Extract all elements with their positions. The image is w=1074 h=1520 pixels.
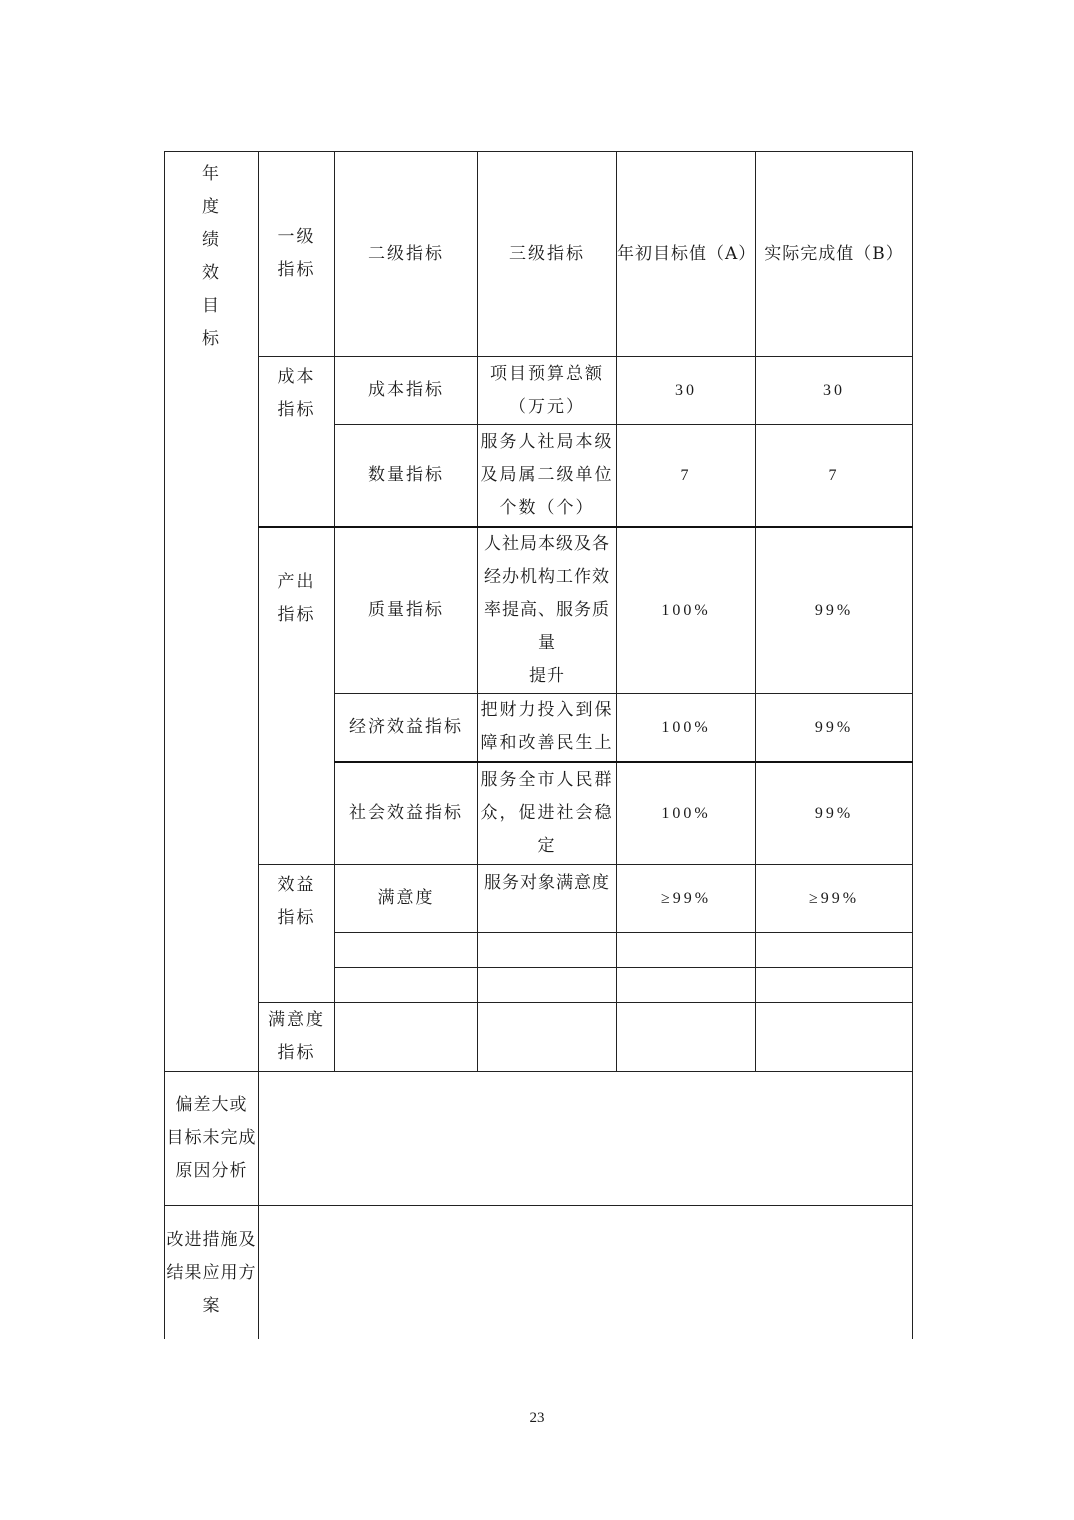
l2-cell: 社会效益指标	[335, 762, 478, 864]
l3-cell: 把财力投入到保 障和改善民生上	[478, 693, 617, 762]
side-label-cell	[165, 152, 259, 1072]
target-value: 100%	[617, 527, 756, 694]
improvement-label: 改进措施及 结果应用方 案	[165, 1205, 259, 1339]
actual-value: ≥99%	[756, 864, 913, 932]
side-label-char: 目	[202, 296, 221, 316]
side-label-char: 年	[202, 164, 221, 184]
empty-cell	[335, 967, 478, 1002]
l2-cell: 数量指标	[335, 425, 478, 527]
target-value: 30	[617, 357, 756, 425]
header-target: 年初目标值（A）	[617, 152, 756, 357]
l1-output: 产出 指标	[259, 527, 335, 865]
actual-value: 7	[756, 425, 913, 527]
actual-value: 99%	[756, 762, 913, 864]
empty-cell	[478, 932, 617, 967]
deviation-content	[259, 1071, 913, 1205]
empty-cell	[756, 1002, 913, 1071]
empty-cell	[335, 932, 478, 967]
actual-value: 99%	[756, 527, 913, 694]
empty-cell	[756, 932, 913, 967]
side-label-char: 度	[202, 197, 221, 217]
empty-cell	[756, 967, 913, 1002]
actual-value: 99%	[756, 693, 913, 762]
l3-cell: 服务人社局本级 及局属二级单位 个数（个）	[478, 425, 617, 527]
l1-benefit: 效益 指标	[259, 864, 335, 1002]
target-value: 7	[617, 425, 756, 527]
side-label-char: 绩	[202, 230, 221, 250]
improvement-content	[259, 1205, 913, 1339]
performance-table	[164, 151, 913, 1339]
l3-cell: 项目预算总额 （万元）	[478, 357, 617, 425]
l3-cell: 服务对象满意度	[478, 864, 617, 932]
empty-cell	[617, 1002, 756, 1071]
empty-cell	[617, 967, 756, 1002]
header-level1: 一级 指标	[259, 152, 335, 357]
header-level3: 三级指标	[478, 152, 617, 357]
empty-cell	[478, 1002, 617, 1071]
l2-cell: 经济效益指标	[335, 693, 478, 762]
empty-cell	[478, 967, 617, 1002]
target-value: ≥99%	[617, 864, 756, 932]
l1-satisfaction: 满意度 指标	[259, 1002, 335, 1071]
page-number: 23	[529, 1410, 545, 1426]
actual-value: 30	[756, 357, 913, 425]
header-actual: 实际完成值（B）	[756, 152, 913, 357]
empty-cell	[617, 932, 756, 967]
l1-cost: 成本 指标	[259, 357, 335, 527]
header-level2: 二级指标	[335, 152, 478, 357]
l2-cell: 满意度	[335, 864, 478, 932]
l3-cell: 人社局本级及各 经办机构工作效 率提高、服务质量 提升	[478, 527, 617, 694]
side-label-char: 效	[202, 263, 221, 283]
l3-cell: 服务全市人民群 众，促进社会稳 定	[478, 762, 617, 864]
l2-cell: 成本指标	[335, 357, 478, 425]
target-value: 100%	[617, 762, 756, 864]
deviation-label: 偏差大或 目标未完成 原因分析	[165, 1071, 259, 1205]
target-value: 100%	[617, 693, 756, 762]
empty-cell	[335, 1002, 478, 1071]
side-label-char: 标	[202, 329, 221, 349]
l2-cell: 质量指标	[335, 527, 478, 694]
